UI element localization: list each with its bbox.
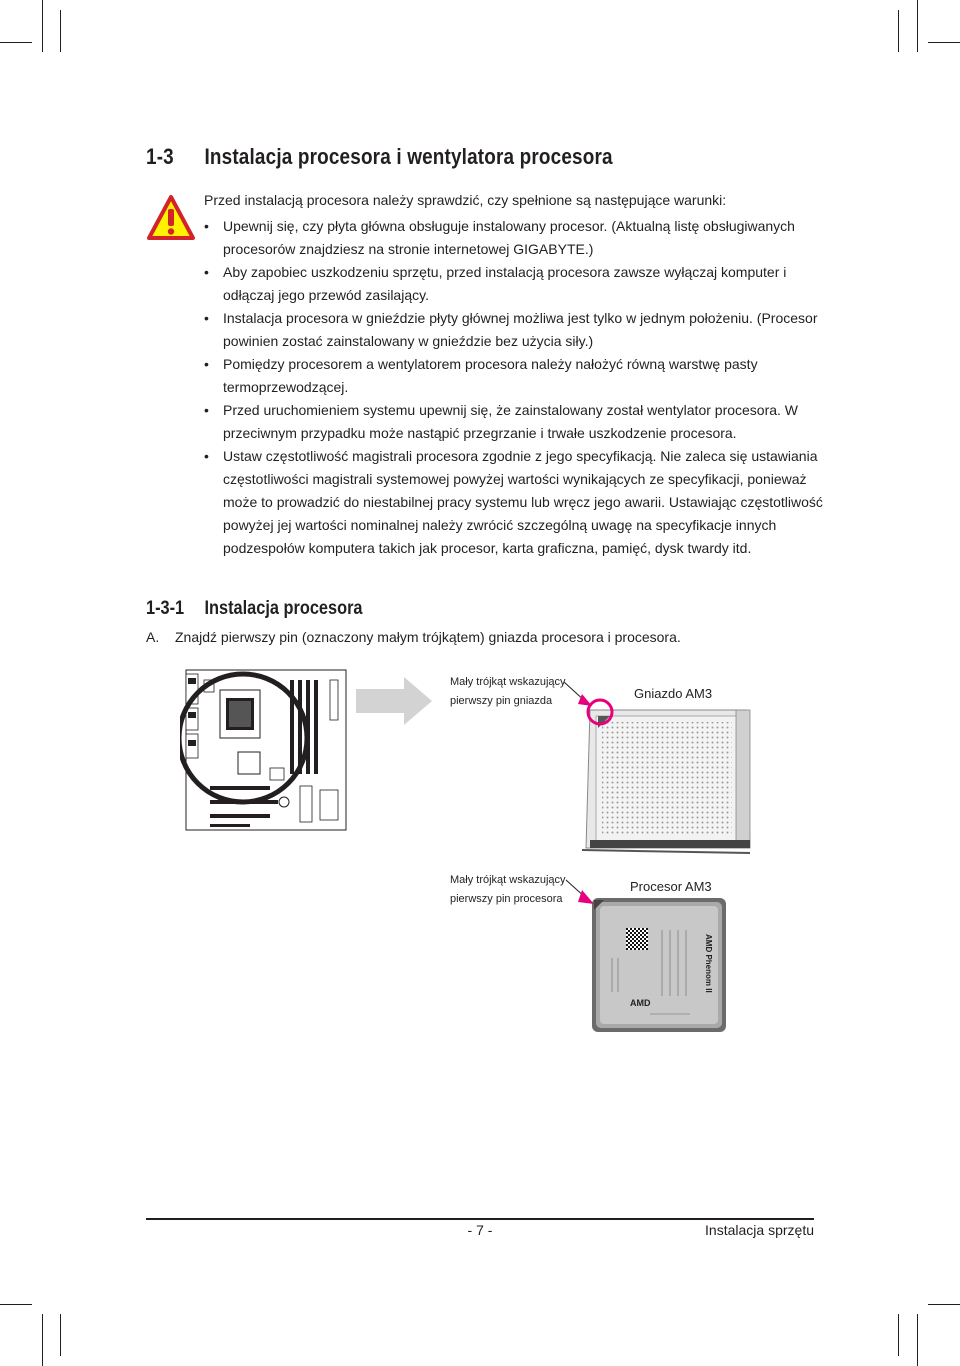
section-title: Instalacja procesora i wentylatora procesora — [204, 144, 613, 169]
subsection-heading — [146, 598, 363, 620]
crop-mark — [917, 0, 918, 52]
crop-mark — [898, 1314, 899, 1356]
pin1-callout-socket — [560, 676, 620, 731]
requirements-list — [204, 215, 824, 560]
bullet-mark: • — [204, 448, 209, 464]
list-item: • Przed uruchomieniem systemu upewnij się, że zainstalowany został wentylator procesora. W przeciwnym przypadku może nastąpić przegrzanie i trwałe uszkodzenie procesora. — [204, 399, 824, 445]
step-a — [146, 629, 681, 645]
section-heading — [146, 144, 613, 170]
intro-text: Przed instalacją procesora należy sprawdzić, czy spełnione są następujące warunki: — [204, 192, 727, 208]
cpu-brand: AMD Phenom II — [704, 934, 713, 993]
list-item: • Instalacja procesora w gnieździe płyty głównej możliwa jest tylko w jednym położeniu. (Procesor powinien zostać zainstalowany w gnieździe bez użycia siły.) — [204, 307, 824, 353]
warning-icon — [146, 194, 196, 247]
cpu-label: Procesor AM3 — [630, 879, 712, 894]
section-number: 1-3 — [146, 144, 174, 169]
list-item: • Aby zapobiec uszkodzeniu sprzętu, przed instalacją procesora zawsze wyłączaj komputer i odłączaj jego przewód zasilający. — [204, 261, 824, 307]
bullet-mark: • — [204, 218, 209, 234]
list-item: • Ustaw częstotliwość magistrali procesora zgodnie z jego specyfikacją. Nie zaleca się ustawiania częstotliwości magistrali systemowej powyżej wartości wynikających ze specyfikacji, ponieważ może to prowadzić do niestabilnej pracy systemu lub wręcz jego awarii. Ustawiając częstotliwość powyżej jej wartości nominalnej należy zwrócić szczególną uwagę na specyfikacje innych podzespołów komputera takich jak procesor, karta graficzna, pamięć, dysk twardy itd. — [204, 445, 824, 560]
arrow-icon — [356, 665, 436, 730]
socket-caption: Mały trójkąt wskazujący pierwszy pin gniazda — [450, 676, 566, 707]
list-item: • Pomiędzy procesorem a wentylatorem procesora należy nałożyć równą warstwę pasty termoprzewodzącej. — [204, 353, 824, 399]
list-item: • Upewnij się, czy płyta główna obsługuje instalowany procesor. (Aktualną listę obsługiwanych procesorów znajdziesz na stronie internetowej GIGABYTE.) — [204, 215, 824, 261]
motherboard-diagram — [180, 660, 355, 840]
crop-mark — [898, 10, 899, 52]
crop-mark — [42, 0, 43, 52]
crop-mark — [917, 1314, 918, 1366]
cpu-caption: Mały trójkąt wskazujący pierwszy pin procesora — [450, 874, 566, 905]
bullet-mark: • — [204, 402, 209, 418]
subsection-number: 1-3-1 — [146, 598, 185, 619]
bullet-mark: • — [204, 356, 209, 372]
cpu-image — [590, 896, 730, 1041]
subsection-title: Instalacja procesora — [204, 598, 363, 619]
footer-section: Instalacja sprzętu — [705, 1222, 814, 1238]
crop-mark — [42, 1314, 43, 1366]
pin1-callout-cpu — [564, 876, 604, 921]
crop-mark — [0, 42, 32, 43]
bullet-mark: • — [204, 264, 209, 280]
bullet-mark: • — [204, 310, 209, 326]
crop-mark — [928, 42, 960, 43]
step-letter: A. — [146, 629, 160, 645]
crop-mark — [60, 10, 61, 52]
socket-label: Gniazdo AM3 — [634, 686, 713, 701]
cpu-logo: AMD — [630, 998, 651, 1008]
crop-mark — [60, 1314, 61, 1356]
footer-rule — [146, 1218, 814, 1220]
crop-mark — [928, 1304, 960, 1305]
step-text: Znajdź pierwszy pin (oznaczony małym trójkątem) gniazda procesora i procesora. — [175, 629, 681, 645]
page-number: - 7 - — [467, 1222, 493, 1238]
crop-mark — [0, 1304, 32, 1305]
